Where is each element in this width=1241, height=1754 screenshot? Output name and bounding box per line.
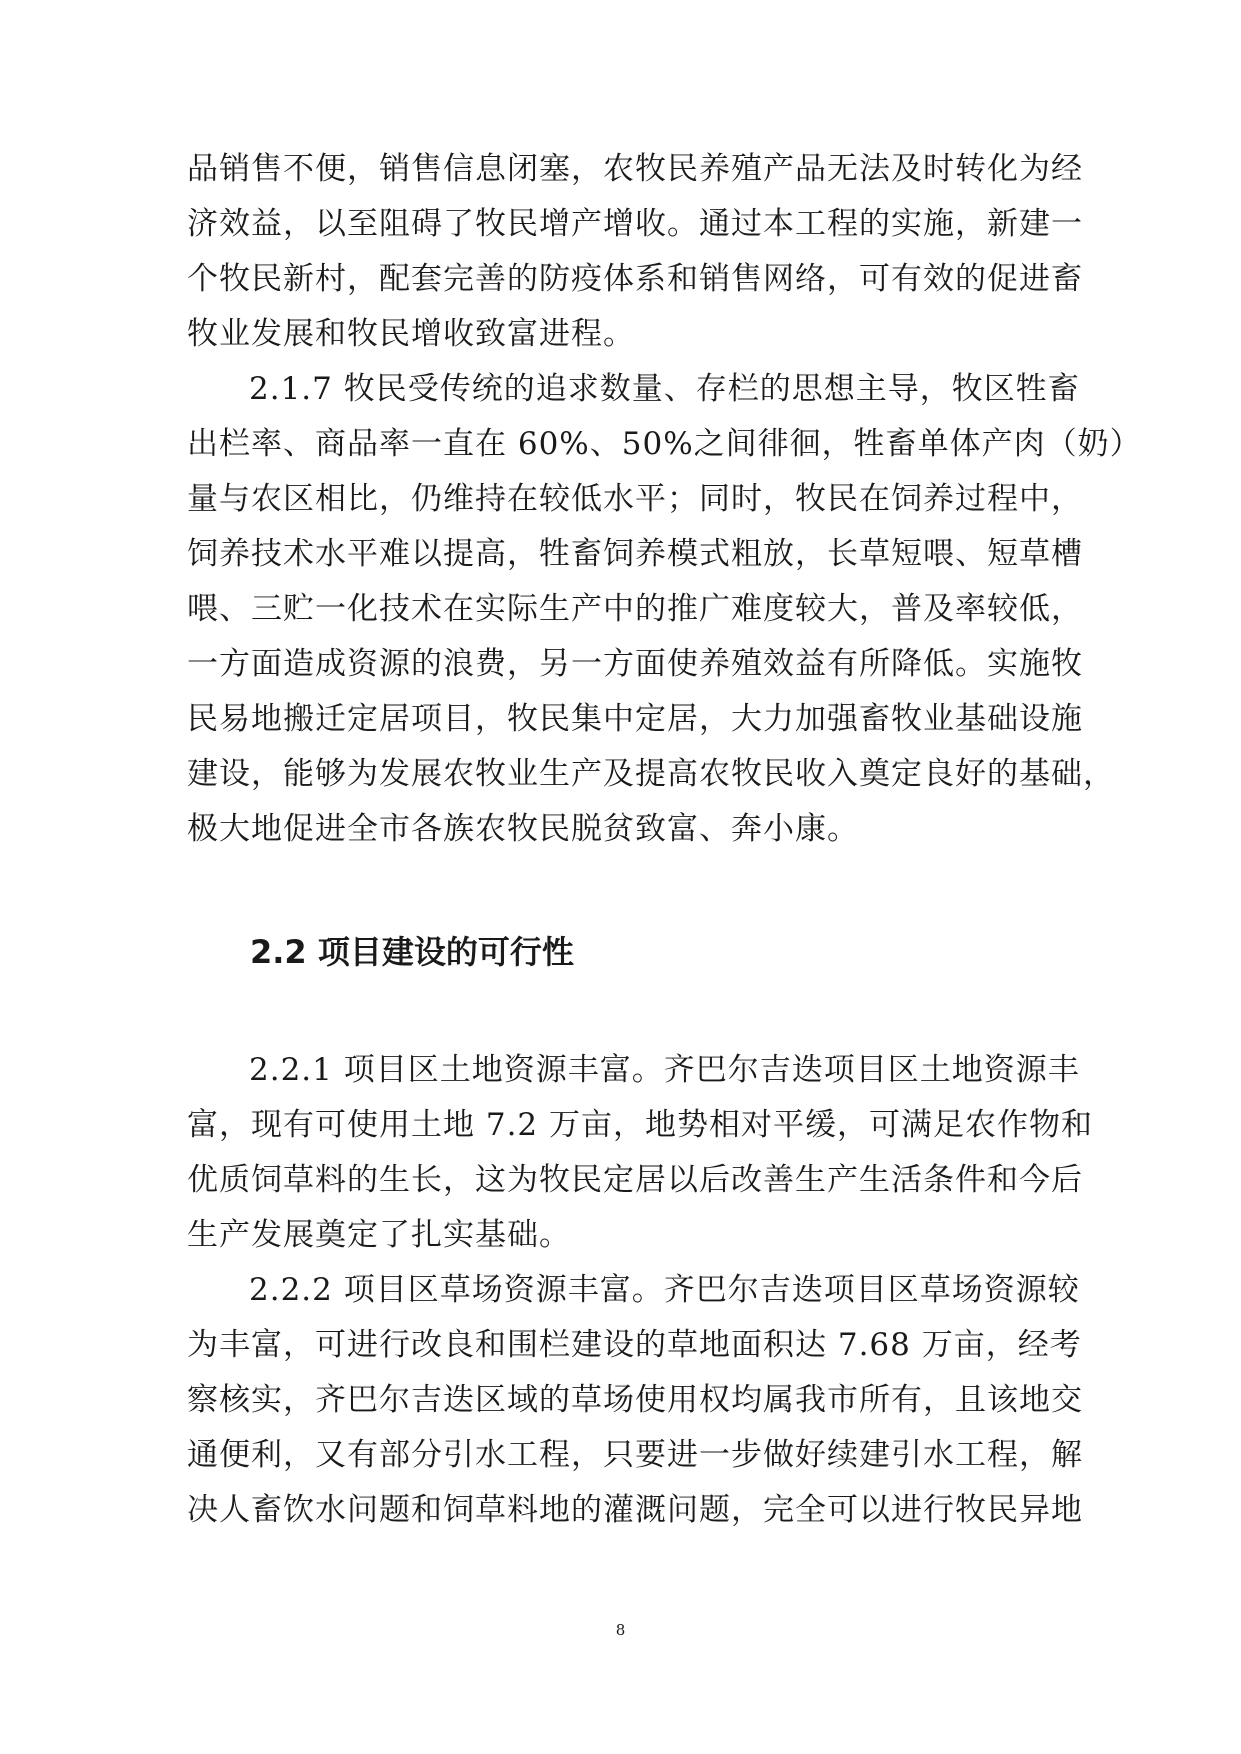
text-line: 2.2.2 项目区草场资源丰富。齐巴尔吉迭项目区草场资源较 <box>249 1272 1080 1308</box>
text-line: 出栏率、商品率一直在 60%、50%之间徘徊，牲畜单体产肉（奶） <box>187 426 1142 462</box>
text-line: 通便利，又有部分引水工程，只要进一步做好续建引水工程，解 <box>187 1437 1083 1473</box>
text-line: 一方面造成资源的浪费，另一方面使养殖效益有所降低。实施牧 <box>187 646 1083 682</box>
text-line: 量与农区相比，仍维持在较低水平；同时，牧民在饲养过程中， <box>187 481 1083 517</box>
text-line: 品销售不便，销售信息闭塞，农牧民养殖产品无法及时转化为经 <box>187 151 1083 187</box>
text-line: 饲养技术水平难以提高，牲畜饲养模式粗放，长草短喂、短草槽 <box>187 536 1083 572</box>
text-line: 生产发展奠定了扎实基础。 <box>187 1217 571 1253</box>
text-line: 建设，能够为发展农牧业生产及提高农牧民收入奠定良好的基础， <box>187 756 1115 792</box>
text-line: 优质饲草料的生长，这为牧民定居以后改善生产生活条件和今后 <box>187 1162 1083 1198</box>
text-line: 富，现有可使用土地 7.2 万亩，地势相对平缓，可满足农作物和 <box>187 1107 1094 1143</box>
text-line: 牧业发展和牧民增收致富进程。 <box>187 316 635 352</box>
text-line: 察核实，齐巴尔吉迭区域的草场使用权均属我市所有，且该地交 <box>187 1382 1083 1418</box>
text-line: 民易地搬迁定居项目，牧民集中定居，大力加强畜牧业基础设施 <box>187 701 1083 737</box>
text-line: 2.2.1 项目区土地资源丰富。齐巴尔吉迭项目区土地资源丰 <box>249 1052 1080 1088</box>
section-heading: 2.2 项目建设的可行性 <box>250 933 574 971</box>
text-line: 2.1.7 牧民受传统的追求数量、存栏的思想主导，牧区牲畜 <box>249 371 1080 407</box>
page-number: 8 <box>615 1621 626 1639</box>
text-line: 个牧民新村，配套完善的防疫体系和销售网络，可有效的促进畜 <box>187 261 1083 297</box>
text-line: 决人畜饮水问题和饲草料地的灌溉问题，完全可以进行牧民异地 <box>187 1492 1083 1528</box>
text-line: 济效益，以至阻碍了牧民增产增收。通过本工程的实施，新建一 <box>187 206 1083 242</box>
text-line: 极大地促进全市各族农牧民脱贫致富、奔小康。 <box>187 811 859 847</box>
text-line: 喂、三贮一化技术在实际生产中的推广难度较大，普及率较低， <box>187 591 1083 627</box>
text-line: 为丰富，可进行改良和围栏建设的草地面积达 7.68 万亩，经考 <box>187 1327 1082 1363</box>
